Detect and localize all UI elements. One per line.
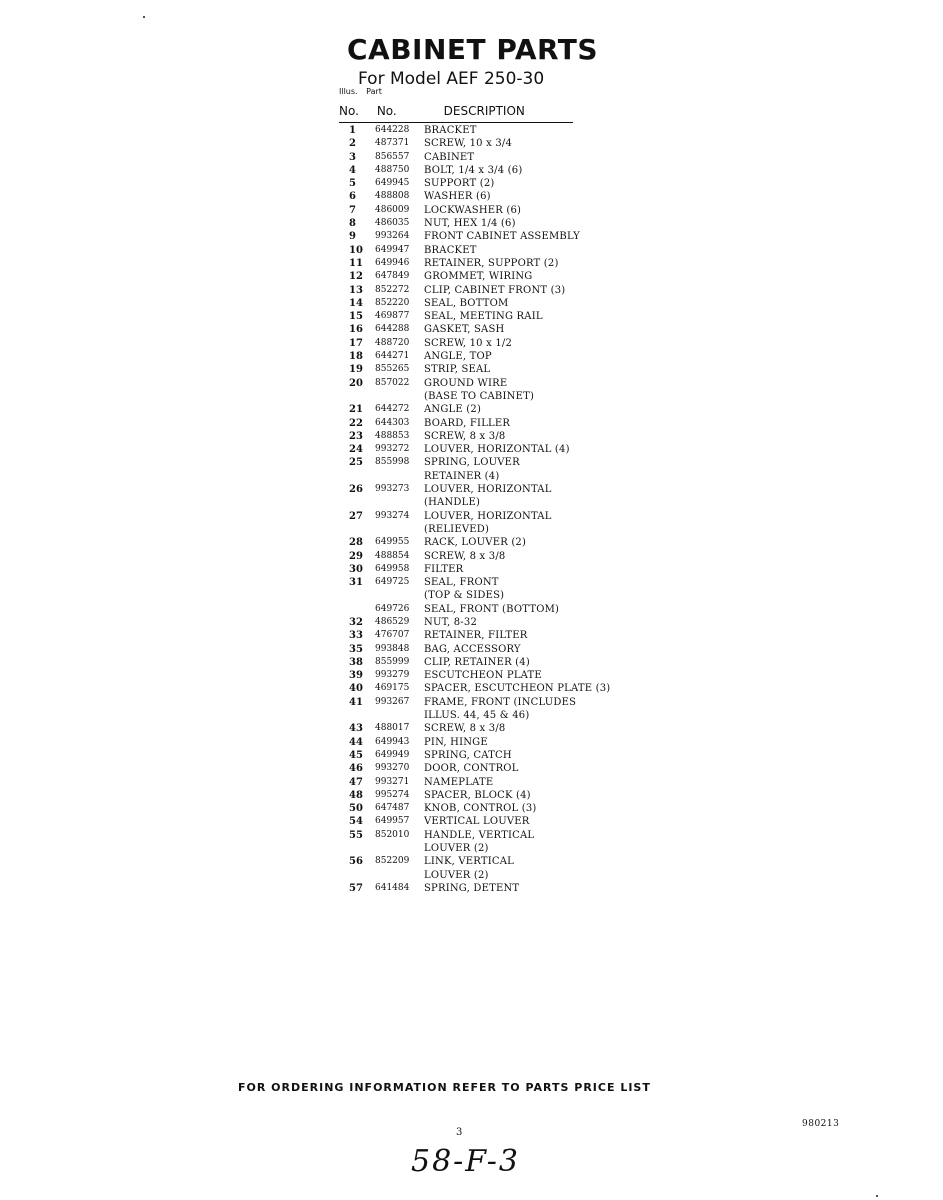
illus-number: [339, 496, 375, 509]
illus-number: 31: [349, 577, 363, 589]
parts-row: [339, 177, 639, 190]
part-number: 993274: [375, 510, 410, 521]
part-description: SCREW, 10 x 1/2: [424, 337, 513, 349]
parts-row-continuation: [339, 709, 639, 722]
part-number: 488720: [375, 337, 410, 348]
illus-number: 22: [349, 417, 363, 429]
parts-row: [339, 270, 639, 283]
parts-row: [339, 430, 639, 443]
part-description: DOOR, CONTROL: [424, 763, 519, 775]
illus-number: 10: [349, 244, 363, 256]
illus-number: 27: [349, 510, 363, 522]
illus-number: 24: [349, 444, 363, 456]
parts-row: [339, 563, 639, 576]
illus-number: 55: [349, 829, 363, 841]
illus-number: 14: [349, 297, 363, 309]
part-description: KNOB, CONTROL (3): [424, 803, 537, 815]
part-number: [375, 709, 424, 722]
part-number: 857022: [375, 377, 410, 388]
part-description: SCREW, 8 x 3/8: [424, 723, 506, 735]
illus-number: 16: [349, 324, 363, 336]
part-description: ANGLE (2): [424, 404, 482, 416]
illus-number: 23: [349, 430, 363, 442]
part-number: 993270: [375, 763, 410, 774]
parts-row: [339, 244, 639, 257]
part-description: SCREW, 8 x 3/8: [424, 550, 506, 562]
part-number: 649947: [375, 244, 410, 255]
part-description: GROUND WIRE: [424, 377, 508, 389]
illus-number: 39: [349, 670, 363, 682]
parts-row: [339, 337, 639, 350]
part-number: 649725: [375, 577, 410, 588]
parts-row-continuation: [339, 842, 639, 855]
part-description: LOUVER, HORIZONTAL: [424, 510, 552, 522]
part-number: 649945: [375, 178, 410, 189]
parts-row: [339, 682, 639, 695]
illus-number: 13: [349, 284, 363, 296]
illus-number: 20: [349, 377, 363, 389]
parts-row: [339, 669, 639, 682]
parts-row: [339, 629, 639, 642]
parts-row: [339, 377, 639, 390]
parts-row-continuation: [339, 589, 639, 602]
illus-number: 35: [349, 643, 363, 655]
illus-number: 19: [349, 364, 363, 376]
part-description: (BASE TO CABINET): [424, 390, 535, 402]
parts-row: [339, 603, 639, 616]
part-number: 993273: [375, 484, 410, 495]
part-description: SEAL, BOTTOM: [424, 297, 509, 309]
part-description: ESCUTCHEON PLATE: [424, 670, 542, 682]
parts-row: [339, 403, 639, 416]
model-subtitle: For Model AEF 250-30: [358, 69, 545, 89]
part-description: BOLT, 1/4 x 3/4 (6): [424, 164, 523, 176]
part-number: 993272: [375, 444, 410, 455]
part-description: RACK, LOUVER (2): [424, 537, 527, 549]
illus-number: 9: [349, 231, 356, 243]
parts-row: [339, 443, 639, 456]
part-description: LOCKWASHER (6): [424, 204, 522, 216]
part-description: HANDLE, VERTICAL: [424, 829, 535, 841]
illus-number: 56: [349, 856, 363, 868]
part-description: LOUVER, HORIZONTAL (4): [424, 444, 570, 456]
parts-row: [339, 151, 639, 164]
part-number: [375, 842, 424, 855]
illus-number: 50: [349, 803, 363, 815]
parts-row: [339, 510, 639, 523]
part-description: SEAL, FRONT: [424, 577, 499, 589]
illus-number: 28: [349, 537, 363, 549]
part-number: 476707: [375, 630, 410, 641]
part-number: 488854: [375, 550, 410, 561]
part-number: 486035: [375, 218, 410, 229]
part-description: VERTICAL LOUVER: [424, 816, 530, 828]
illus-number: 7: [349, 204, 356, 216]
parts-row: [339, 204, 639, 217]
col-header-description: DESCRIPTION: [443, 104, 525, 118]
parts-row: [339, 882, 639, 895]
parts-row: [339, 576, 639, 589]
part-description: CLIP, CABINET FRONT (3): [424, 284, 566, 296]
part-number: 993271: [375, 776, 410, 787]
part-number: 649943: [375, 736, 410, 747]
parts-row: [339, 736, 639, 749]
illus-number: 12: [349, 271, 363, 283]
parts-row: [339, 230, 639, 243]
part-description: SPRING, LOUVER: [424, 457, 520, 469]
part-description: NAMEPLATE: [424, 776, 494, 788]
part-number: 649946: [375, 257, 410, 268]
part-number: 486009: [375, 204, 410, 215]
illus-number: 48: [349, 789, 363, 801]
illus-number: [339, 709, 375, 722]
part-number: 649726: [375, 603, 410, 614]
illus-number: 6: [349, 191, 356, 203]
part-number: 469175: [375, 683, 410, 694]
part-number: 644303: [375, 417, 410, 428]
parts-row: [339, 643, 639, 656]
part-number: 649949: [375, 749, 410, 760]
part-number: 488017: [375, 723, 410, 734]
part-number: 488750: [375, 164, 410, 175]
part-description: SEAL, MEETING RAIL: [424, 311, 543, 323]
illus-number: 29: [349, 550, 363, 562]
illus-number: 11: [349, 257, 363, 269]
illus-number: 41: [349, 696, 363, 708]
part-description: RETAINER (4): [424, 470, 500, 482]
part-number: 993264: [375, 231, 410, 242]
illus-number: 30: [349, 563, 363, 575]
illus-number: 46: [349, 763, 363, 775]
column-headers: [339, 104, 573, 123]
illus-number: 25: [349, 457, 363, 469]
parts-row: [339, 257, 639, 270]
part-description: NUT, 8-32: [424, 616, 478, 628]
illus-number: [339, 390, 375, 403]
illus-number: 18: [349, 351, 363, 363]
page-title: CABINET PARTS: [347, 33, 599, 66]
parts-row: [339, 762, 639, 775]
parts-row: [339, 124, 639, 137]
page-number: 3: [456, 1127, 463, 1138]
part-number: 644272: [375, 404, 410, 415]
part-number: [375, 869, 424, 882]
part-description: SCREW, 10 x 3/4: [424, 138, 513, 150]
illus-number: [339, 523, 375, 536]
part-description: CABINET: [424, 151, 475, 163]
part-number: 649955: [375, 537, 410, 548]
parts-row: [339, 456, 639, 469]
part-description: SPACER, BLOCK (4): [424, 789, 531, 801]
illus-number: 1: [349, 125, 356, 136]
part-number: 855265: [375, 364, 410, 375]
col-header-no: No.: [339, 104, 359, 118]
part-description: FILTER: [424, 563, 464, 575]
parts-row: [339, 776, 639, 789]
parts-row: [339, 802, 639, 815]
part-description: CLIP, RETAINER (4): [424, 656, 530, 668]
part-description: (RELIEVED): [424, 523, 490, 535]
part-number: 641484: [375, 882, 410, 893]
illus-number: 17: [349, 337, 363, 349]
illus-number: 5: [349, 178, 356, 190]
parts-row-continuation: [339, 390, 639, 403]
part-number: [375, 496, 424, 509]
part-description: LOUVER, HORIZONTAL: [424, 484, 552, 496]
parts-row: [339, 297, 639, 310]
parts-row: [339, 137, 639, 150]
part-number: [375, 523, 424, 536]
illus-number: [339, 589, 375, 602]
parts-row: [339, 483, 639, 496]
illus-number: [339, 603, 375, 616]
parts-row: [339, 855, 639, 868]
parts-row: [339, 722, 639, 735]
part-description: SEAL, FRONT (BOTTOM): [424, 603, 560, 615]
parts-row: [339, 616, 639, 629]
illus-number: 40: [349, 683, 363, 695]
illus-number: 33: [349, 630, 363, 642]
illus-number: 32: [349, 616, 363, 628]
parts-row: [339, 164, 639, 177]
part-description: BAG, ACCESSORY: [424, 643, 521, 655]
part-description: BRACKET: [424, 125, 477, 136]
part-number: 644271: [375, 351, 410, 362]
parts-row: [339, 217, 639, 230]
part-description: SPRING, DETENT: [424, 882, 520, 894]
part-description: NUT, HEX 1/4 (6): [424, 218, 516, 230]
part-number: 993279: [375, 670, 410, 681]
parts-row: [339, 815, 639, 828]
part-number: 852209: [375, 856, 410, 867]
part-number: [375, 470, 424, 483]
part-description: BOARD, FILLER: [424, 417, 511, 429]
part-number: 644228: [375, 125, 410, 135]
part-number: 855998: [375, 457, 410, 468]
part-number: 488853: [375, 430, 410, 441]
parts-row: [339, 749, 639, 762]
illus-number: 38: [349, 656, 363, 668]
part-description: FRAME, FRONT (INCLUDES: [424, 696, 577, 708]
column-group-labels: [339, 87, 388, 97]
part-number: 486529: [375, 616, 410, 627]
part-number: 856557: [375, 151, 410, 162]
part-description: ILLUS. 44, 45 & 46): [424, 710, 530, 722]
part-description: BRACKET: [424, 244, 477, 256]
part-description: SUPPORT (2): [424, 178, 495, 190]
part-number: 649958: [375, 563, 410, 574]
parts-row: [339, 350, 639, 363]
part-number: 647487: [375, 803, 410, 814]
parts-list: [339, 124, 639, 895]
illus-number: 47: [349, 776, 363, 788]
part-label: Part: [366, 87, 382, 96]
illus-number: 21: [349, 404, 363, 416]
part-description: PIN, HINGE: [424, 736, 488, 748]
scan-speck: [143, 16, 145, 18]
illus-number: [339, 470, 375, 483]
part-description: ANGLE, TOP: [424, 351, 492, 363]
parts-row: [339, 829, 639, 842]
part-number: 647849: [375, 271, 410, 282]
part-number: [375, 589, 424, 602]
parts-row-continuation: [339, 496, 639, 509]
part-number: 993267: [375, 696, 410, 707]
parts-row-continuation: [339, 869, 639, 882]
ordering-note: FOR ORDERING INFORMATION REFER TO PARTS PRICE LIST: [238, 1081, 651, 1094]
part-number: 995274: [375, 789, 410, 800]
illus-number: 57: [349, 882, 363, 894]
illus-number: 2: [349, 138, 356, 150]
part-description: SPACER, ESCUTCHEON PLATE (3): [424, 683, 611, 695]
illus-number: [339, 869, 375, 882]
part-number: 852272: [375, 284, 410, 295]
part-number: [375, 390, 424, 403]
parts-row: [339, 363, 639, 376]
part-number: 644288: [375, 324, 410, 335]
illus-number: 3: [349, 151, 356, 163]
part-description: FRONT CABINET ASSEMBLY: [424, 231, 580, 243]
part-number: 993848: [375, 643, 410, 654]
parts-row: [339, 310, 639, 323]
part-description: LOUVER (2): [424, 869, 489, 881]
part-description: (HANDLE): [424, 497, 481, 509]
part-description: STRIP, SEAL: [424, 364, 491, 376]
part-description: GASKET, SASH: [424, 324, 505, 336]
part-description: (TOP & SIDES): [424, 590, 505, 602]
parts-row: [339, 190, 639, 203]
parts-row: [339, 550, 639, 563]
illus-number: 8: [349, 218, 356, 230]
part-number: 649957: [375, 816, 410, 827]
illus-label: Illus.: [339, 87, 358, 96]
parts-row-continuation: [339, 470, 639, 483]
illus-number: 54: [349, 816, 363, 828]
illus-number: 44: [349, 736, 363, 748]
parts-row: [339, 417, 639, 430]
illus-number: 45: [349, 749, 363, 761]
parts-row: [339, 696, 639, 709]
document-code: 980213: [802, 1119, 840, 1129]
part-description: GROMMET, WIRING: [424, 271, 533, 283]
part-number: 469877: [375, 311, 410, 322]
part-number: 852220: [375, 297, 410, 308]
part-description: RETAINER, FILTER: [424, 630, 528, 642]
illus-number: 15: [349, 311, 363, 323]
part-description: RETAINER, SUPPORT (2): [424, 257, 559, 269]
part-description: SCREW, 8 x 3/8: [424, 430, 506, 442]
part-number: 488808: [375, 191, 410, 202]
handwritten-note: 58-F-3: [411, 1144, 521, 1179]
col-header-part-no: No.: [376, 104, 397, 118]
part-description: LOUVER (2): [424, 843, 489, 855]
part-number: 855999: [375, 656, 410, 667]
part-description: SPRING, CATCH: [424, 749, 512, 761]
parts-row: [339, 323, 639, 336]
part-description: WASHER (6): [424, 191, 491, 203]
parts-row: [339, 789, 639, 802]
illus-number: 4: [349, 164, 356, 176]
illus-number: 26: [349, 484, 363, 496]
parts-row: [339, 656, 639, 669]
illus-number: [339, 842, 375, 855]
part-number: 852010: [375, 829, 410, 840]
parts-row-continuation: [339, 523, 639, 536]
parts-row: [339, 284, 639, 297]
parts-row: [339, 536, 639, 549]
scan-speck: [876, 1195, 878, 1197]
part-description: LINK, VERTICAL: [424, 856, 514, 868]
illus-number: 43: [349, 723, 363, 735]
part-number: 487371: [375, 138, 410, 149]
